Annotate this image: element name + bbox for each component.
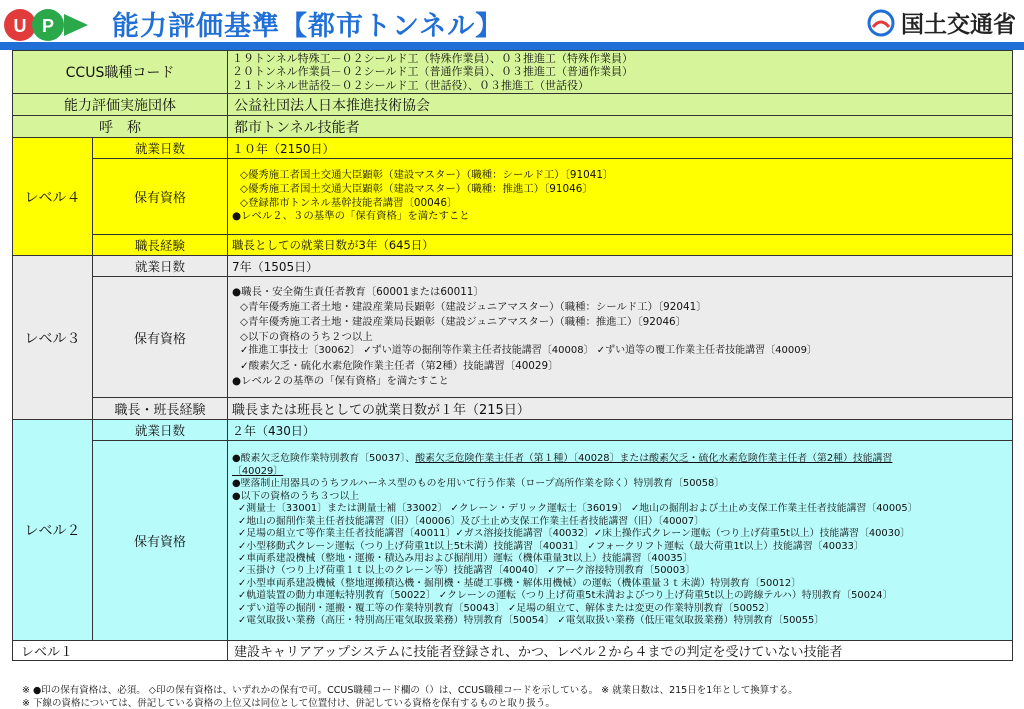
up-logo	[2, 4, 98, 44]
level4-exp-label: 職長経験	[93, 235, 228, 256]
level3-qual-row	[13, 277, 1013, 398]
qual-line: ✓酸素欠乏・硫化水素危険作業主任者（第2種）技能講習〔40029〕	[240, 360, 559, 373]
level3-exp-row	[13, 398, 1013, 420]
ministry-name: 国土交通省	[901, 12, 1016, 38]
logo-letter-p: P	[41, 16, 55, 36]
page-title: 能力評価基準【都市トンネル】	[112, 11, 504, 42]
name-value: 都市トンネル技能者	[228, 116, 1013, 138]
level4-exp-row	[13, 235, 1013, 256]
name-label: 呼 称	[13, 116, 228, 138]
qual-line: ◇青年優秀施工者土地・建設産業局長顕彰（建設ジュニアマスター）（職種：推進工）〔92046〕	[240, 315, 687, 328]
qual-line: ✓推進工事技士〔30062〕 ✓ずい道等の掘削等作業主任者技能講習〔40008〕 ✓ずい道等の覆工作業主任者技能講習〔40009〕	[240, 345, 817, 357]
level1-row	[13, 641, 1013, 661]
level3-qual-list	[228, 277, 1013, 398]
qual-line: ✓玉掛け（つり上げ荷重１ｔ以上のクレーン等）技能講習〔40040〕 ✓アーク溶接特別教育〔50003〕	[238, 565, 696, 577]
qual-line: ✓小型移動式クレーン運転（つり上げ荷重1t以上5t未満）技能講習〔40031〕 ✓フォークリフト運転（最大荷重1t以上）技能講習〔40033〕	[238, 540, 864, 552]
level3-years-value: 7年（1505日）	[228, 256, 1013, 277]
ministry-brand	[867, 6, 1016, 39]
qual-line	[232, 453, 1008, 465]
ccus-label: CCUS職種コード	[13, 51, 228, 94]
qual-line: ✓地山の掘削作業主任者技能講習（旧）〔40006〕及び土止め支保工作業主任者技能講習（旧）〔40007〕	[238, 515, 705, 527]
org-value: 公益社団法人日本推進技術協会	[228, 94, 1013, 116]
level3-years-row	[13, 256, 1013, 277]
header-divider	[0, 42, 1024, 50]
ccus-codes	[228, 51, 1013, 94]
level3-exp-label: 職長・班長経験	[93, 398, 228, 420]
qual-line-underlined: 〔40029〕	[232, 465, 284, 477]
level1-value: 建設キャリアアップシステムに技能者登録され、かつ、レベル２から４までの判定を受けていない技能者	[228, 641, 1013, 661]
qual-line: ✓ずい道等の掘削・運搬・覆工等の作業特別教育〔50043〕 ✓足場の組立て、解体または変更の作業特別教育〔50052〕	[238, 602, 775, 614]
level3-qual-label: 保有資格	[93, 277, 228, 398]
level4-label: レベル４	[13, 138, 93, 256]
level4-years-label: 就業日数	[93, 138, 228, 159]
level2-qual-label: 保有資格	[93, 441, 228, 641]
qual-line: ●以下の資格のうち３つ以上	[232, 490, 360, 502]
org-row	[13, 94, 1013, 116]
ccus-code-line: ２０トンネル作業員－０２シールド工（普通作業員）、０３推進工（普通作業員）	[232, 65, 633, 79]
ccus-code-line: ２１トンネル世話役－０２シールド工（世話役）、０３推進工（世話役）	[232, 78, 589, 92]
level2-years-label: 就業日数	[93, 420, 228, 441]
level2-years-row	[13, 420, 1013, 441]
qual-line: ◇青年優秀施工者土地・建設産業局長顕彰（建設ジュニアマスター）（職種：シールド工）〔92041〕	[240, 301, 707, 313]
ccus-row	[13, 51, 1013, 94]
qual-line: ●レベル２の基準の「保有資格」を満たすこと	[232, 374, 449, 387]
qual-line: ◇登録都市トンネル基幹技能者講習〔00046〕	[240, 196, 458, 209]
qual-line: ✓足場の組立て等作業主任者技能講習〔40011〕✓ガス溶接技能講習〔40032〕✓床上操作式クレーン運転（つり上げ荷重5t以上）技能講習〔40030〕	[238, 528, 911, 540]
qual-line-part: ●酸素欠乏危険作業特別教育〔50037〕、	[232, 453, 416, 465]
qual-line: ◇優秀施工者国土交通大臣顕彰（建設マスター）（職種：シールド工）〔91041〕	[240, 168, 614, 181]
qual-line: ✓測量士〔33001〕または測量士補〔33002〕 ✓クレーン・デリック運転士〔36019〕 ✓地山の掘削および土止め支保工作業主任者技能講習〔40005〕	[238, 503, 918, 515]
ministry-emblem-icon	[867, 9, 895, 37]
page-header	[0, 0, 1024, 48]
level3-label: レベル３	[13, 256, 93, 420]
level3-exp-value: 職長または班長としての就業日数が１年（215日）	[228, 398, 1013, 420]
qual-line: ✓車両系建設機械（整地・運搬・積込み用および掘削用）運転（機体重量3t以上）技能講習〔40035〕	[238, 552, 693, 564]
level2-years-value: ２年（430日）	[228, 420, 1013, 441]
qual-line: ●レベル２、３の基準の「保有資格」を満たすこと	[232, 210, 470, 223]
level4-qual-label: 保有資格	[93, 159, 228, 235]
qual-line: ●職長・安全衛生責任者教育〔60001または60011〕	[232, 286, 484, 299]
level4-qual-list	[228, 159, 1013, 235]
qual-line: ✓電気取扱い業務（高圧・特別高圧電気取扱業務）特別教育〔50054〕 ✓電気取扱い業務（低圧電気取扱業務）特別教育〔50055〕	[238, 615, 825, 627]
qual-line: ✓軌道装置の動力車運転特別教育〔50022〕 ✓クレーンの運転（つり上げ荷重5t未満およびつり上げ荷重5t以上の跨線テルハ）特別教育〔50024〕	[238, 590, 893, 602]
name-row	[13, 116, 1013, 138]
level1-label: レベル１	[13, 641, 228, 661]
qual-line: ◇以下の資格のうち２つ以上	[240, 330, 373, 343]
qual-line: ●墜落制止用器具のうちフルハーネス型のものを用いて行う作業（ロープ高所作業を除く）特別教育〔50058〕	[232, 478, 725, 490]
level4-exp-value: 職長としての就業日数が3年（645日）	[228, 235, 1013, 256]
footnote: ※ ●印の保有資格は、必須。 ◇印の保有資格は、いずれかの保有で可。CCUS職種コード欄の（）は、CCUS職種コードを示している。 ※ 就業日数は、215日を1年として換算する。	[22, 685, 798, 696]
qual-line: ◇優秀施工者国土交通大臣顕彰（建設マスター）（職種：推進工）〔91046〕	[240, 182, 593, 195]
level2-qual-row	[13, 441, 1013, 641]
logo-letter-u: U	[13, 16, 27, 36]
level4-years-value: １０年（2150日）	[228, 138, 1013, 159]
org-label: 能力評価実施団体	[13, 94, 228, 116]
level2-qual-list	[228, 441, 1013, 641]
footnote: ※ 下線の資格については、併記している資格の上位又は同位として位置付け、併記している資格を保有するものと取り扱う。	[22, 698, 555, 709]
qual-line: ✓小型車両系建設機械（整地運搬積込機・掘削機・基礎工事機・解体用機械）の運転（機体重量３ｔ未満）特別教育〔50012〕	[238, 577, 802, 589]
qual-line-underlined: 酸素欠乏危険作業主任者（第１種）〔40028〕または酸素欠乏・硫化水素危険作業主任者（第2種）技能講習	[415, 453, 893, 465]
level2-label: レベル２	[13, 420, 93, 641]
evaluation-table	[12, 50, 1013, 661]
level4-qual-row	[13, 159, 1013, 235]
level3-years-label: 就業日数	[93, 256, 228, 277]
ccus-code-line: １９トンネル特殊工－０２シールド工（特殊作業員）、０３推進工（特殊作業員）	[232, 52, 633, 66]
level4-years-row	[13, 138, 1013, 159]
